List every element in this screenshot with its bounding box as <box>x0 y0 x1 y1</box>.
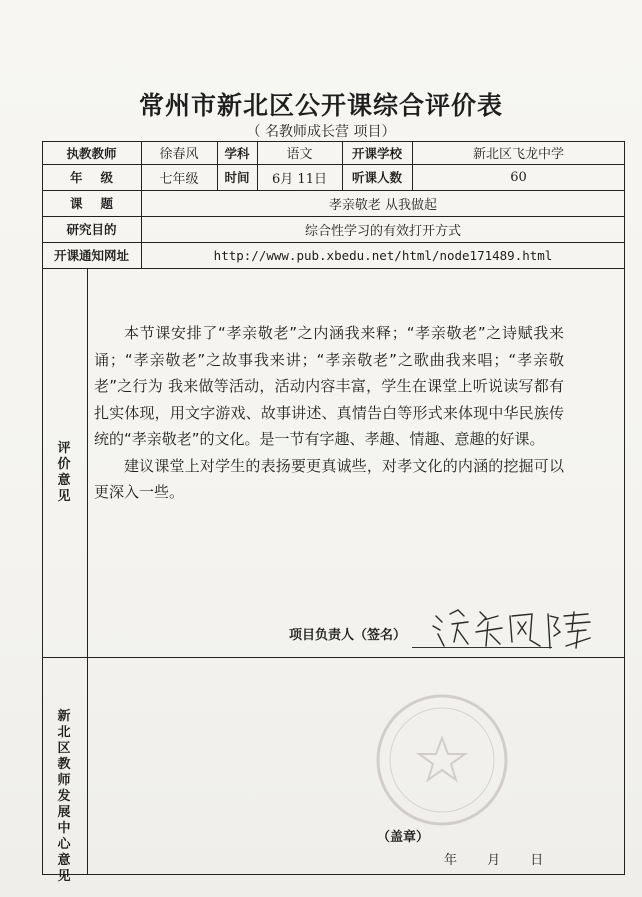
grade-label: 年级 <box>69 170 131 185</box>
topic-value: 孝亲敬老 从我做起 <box>328 197 438 213</box>
notification-url-link[interactable]: http://www.pub.xbedu.net/html/node171489.html <box>213 247 553 263</box>
school-label: 开课学校 <box>351 145 402 161</box>
url-label: 开课通知网址 <box>53 248 129 263</box>
purpose-label: 研究目的 <box>66 222 117 237</box>
handwritten-signature <box>428 602 598 658</box>
document-subtitle: （ 名教师成长营 项目） <box>246 124 396 140</box>
evaluation-text <box>94 320 564 506</box>
table-row-divider <box>42 268 625 269</box>
faded-seal-stamp <box>372 690 512 834</box>
signer-label: 项目负责人（签名） <box>289 628 407 643</box>
evaluation-paragraph: 本节课安排了“孝亲敬老”之内涵我来释；“孝亲敬老”之诗赋我来诵；“孝亲敬老”之故事我来讲；“孝亲敬老”之歌曲我来唱；“孝亲敬老”之行为 我来做等活动，活动内容丰富，学生在课堂上听说读写都有扎实体现，用文字游戏、故事讲述、真情告白等形式来体现中华民族传统的“孝亲敬老”的文化。是一节有字趣、孝趣、情趣、意趣的好课。 <box>94 324 564 448</box>
topic-label: 课题 <box>69 196 131 211</box>
subject-value: 语文 <box>286 147 313 162</box>
school-value: 新北区飞龙中学 <box>472 147 564 162</box>
purpose-value: 综合性学习的有效打开方式 <box>304 223 461 239</box>
audience-value: 60 <box>510 169 527 185</box>
time-label: 时间 <box>224 170 250 185</box>
grade-value: 七年级 <box>159 171 199 187</box>
center-opinion-label: 新 北 区 教 师 发 展 中 心 意 见 <box>57 709 71 884</box>
seal-label: （盖章） <box>377 830 430 845</box>
date-line: 年 月 日 <box>444 853 544 868</box>
evaluation-label: 评 价 意 见 <box>57 441 71 504</box>
subject-label: 学科 <box>224 145 250 161</box>
teacher-label: 执教教师 <box>66 145 117 161</box>
audience-label: 听课人数 <box>351 170 402 185</box>
time-value: 6月 11日 <box>272 171 327 187</box>
teacher-value: 徐春风 <box>159 147 199 162</box>
suggestion-paragraph: 建议课堂上对学生的表扬要更真诚些，对孝文化的内涵的挖掘可以更深入一些。 <box>94 456 564 501</box>
table-column-divider <box>87 268 88 875</box>
document-title: 常州市新北区公开课综合评价表 <box>138 91 503 120</box>
